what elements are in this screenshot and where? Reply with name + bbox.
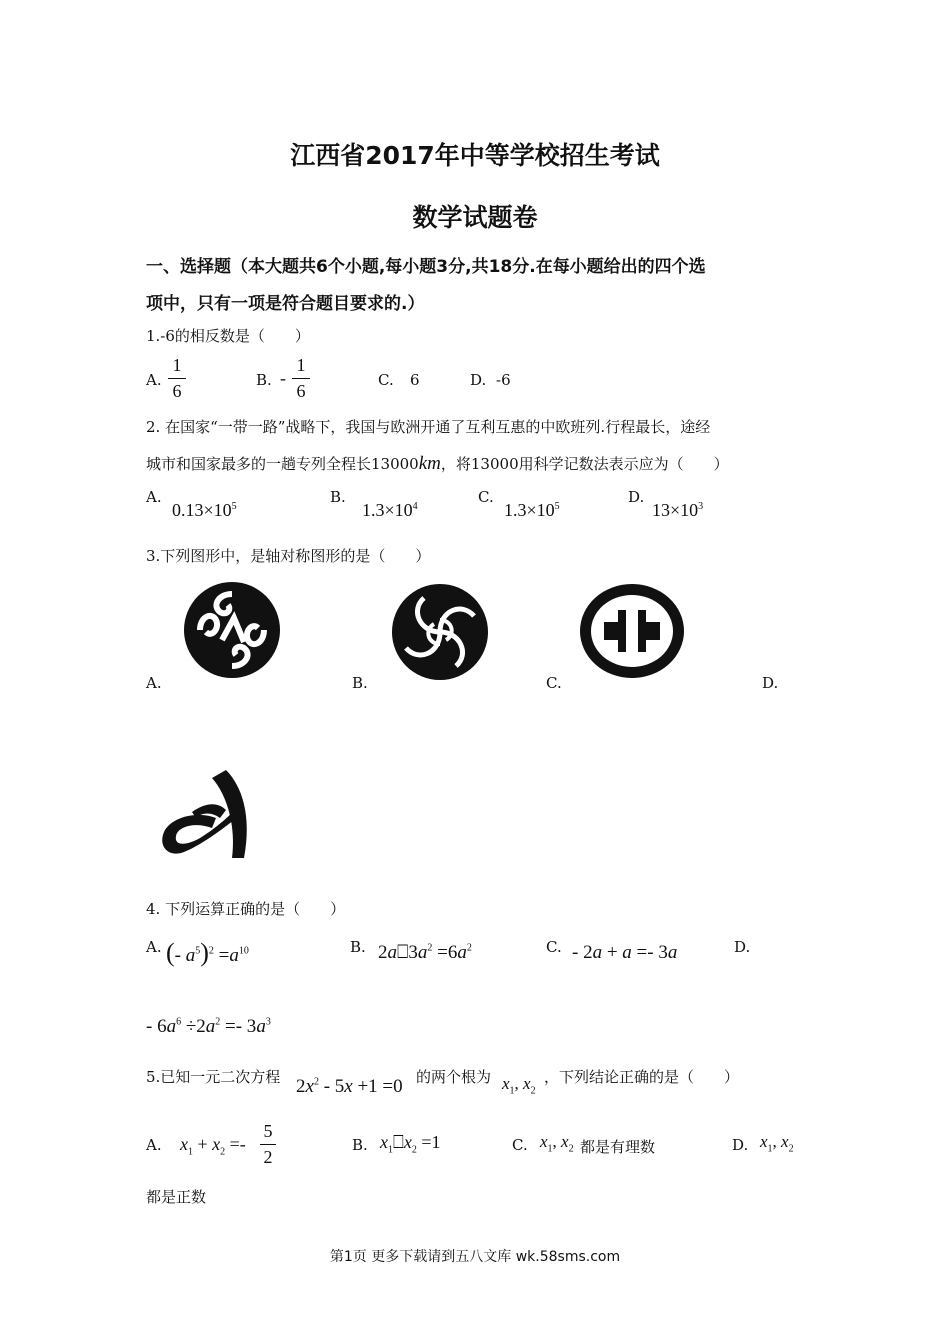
- q4-option-b-expr: $2a⎕3a^2 =6a^2$: [378, 942, 472, 963]
- section-heading-line1: 一、选择题（本大题共6个小题,每小题3分,共18分.在每小题给出的四个选: [146, 257, 706, 277]
- q4-option-b-label: B.: [350, 938, 366, 956]
- page-footer: 第1页 更多下载请到五八文库 wk.58sms.com: [329, 1249, 621, 1265]
- q5-a-denominator: 2: [263, 1147, 273, 1167]
- section-heading-line2: 项中，只有一项是符合题目要求的.）: [146, 294, 425, 314]
- q3-option-c-label: C.: [546, 674, 562, 692]
- q2-b-base: 1.3×10: [362, 500, 413, 520]
- q5-a-numerator: 5: [263, 1121, 273, 1141]
- q2-option-a-label: A.: [146, 488, 162, 506]
- q2-option-b-label: B.: [330, 488, 346, 506]
- q4-option-d-label: D.: [734, 938, 751, 956]
- q1-option-c-value: 6: [410, 371, 420, 389]
- q2-b-exponent: 4: [412, 501, 418, 512]
- q2-stem-line2: [146, 453, 729, 475]
- fraction-bar: [260, 1144, 276, 1145]
- q5-option-c-text: 都是有理数: [580, 1138, 656, 1156]
- q2-unit: km: [418, 453, 441, 474]
- exam-title: 江西省2017年中等学校招生考试: [290, 141, 660, 170]
- q4-option-a-expr: (- $a^5)^2 =a^{10}$: [166, 938, 249, 967]
- fraction-bar: [168, 378, 186, 379]
- q5-option-d-roots: $x_1$, $x_2$: [760, 1132, 794, 1155]
- q2-option-d-label: D.: [628, 488, 645, 506]
- q4-stem: 4. 下列运算正确的是（ ）: [146, 900, 346, 918]
- fraction-bar: [292, 378, 310, 379]
- q4-option-a-label: A.: [146, 938, 162, 956]
- q5-option-b-expr: $x_1⎕x_2 =1$: [380, 1132, 441, 1156]
- q2-c-base: 1.3×10: [504, 500, 555, 520]
- q5-stem-a: 5.已知一元二次方程: [146, 1068, 281, 1086]
- q1-a-numerator: 1: [172, 355, 182, 375]
- q1-option-d-label: D.: [470, 371, 487, 389]
- q1-option-a-fraction: [168, 355, 186, 402]
- q3-stem: 3.下列图形中，是轴对称图形的是（ ）: [146, 547, 431, 565]
- q2-option-d-expr: [652, 500, 703, 521]
- q1-option-b-fraction: [292, 355, 310, 402]
- q1-option-c-label: C.: [378, 371, 394, 389]
- q5-option-a-label: A.: [146, 1136, 162, 1154]
- q1-stem: 1.-6的相反数是（ ）: [146, 327, 310, 345]
- q5-option-a-fraction: [260, 1121, 276, 1168]
- q1-option-d-value: -6: [496, 371, 511, 389]
- q2-c-exponent: 5: [554, 501, 560, 512]
- q2-d-exponent: 3: [698, 501, 704, 512]
- q5-stem-b: 的两个根为: [416, 1068, 492, 1086]
- q5-equation: $2x^2 - 5x +1 =0$: [296, 1076, 403, 1097]
- figure-a-emblem-icon: [182, 580, 282, 680]
- q1-option-b-label: B.: [256, 371, 272, 389]
- q4-option-d-expr: - $6a^6 \div 2a^2 =- 3a^3$: [146, 1016, 271, 1037]
- q5-roots: $x_1$, $x_2$: [502, 1074, 536, 1097]
- q2-option-a-expr: [172, 500, 237, 521]
- q2-stem-line2-tail: ，将13000用科学记数法表示应为（ ）: [440, 455, 729, 473]
- q1-option-a-label: A.: [146, 371, 162, 389]
- q3-option-b-label: B.: [352, 674, 368, 692]
- figure-b-swirl-icon: [390, 580, 490, 684]
- q3-option-d-label: D.: [762, 674, 779, 692]
- figure-d-ribbon-icon: [156, 766, 256, 862]
- q1-b-denominator: 6: [296, 381, 306, 401]
- q5-option-a-expr: $x_1 + x_2$ =-: [180, 1134, 246, 1158]
- q2-option-c-label: C.: [478, 488, 494, 506]
- q5-option-b-label: B.: [352, 1136, 368, 1154]
- q5-option-c-label: C.: [512, 1136, 528, 1154]
- q2-d-base: 13×10: [652, 500, 699, 520]
- q1-option-b-sign: -: [280, 368, 286, 388]
- q4-option-c-label: C.: [546, 938, 562, 956]
- q2-stem-line2-text: 城市和国家最多的一趟专列全程长13000: [146, 455, 419, 473]
- q2-option-b-expr: [362, 500, 418, 521]
- q5-stem-c: ，下列结论正确的是（ ）: [544, 1068, 740, 1086]
- q5-option-c-roots: $x_1$, $x_2$: [540, 1132, 574, 1155]
- q5-option-d-label: D.: [732, 1136, 749, 1154]
- q3-option-a-label: A.: [146, 674, 162, 692]
- q1-b-numerator: 1: [296, 355, 306, 375]
- q2-stem-line1: 2. 在国家“一带一路”战略下，我国与欧洲开通了互利互惠的中欧班列.行程最长，途经: [146, 418, 711, 436]
- exam-subtitle: 数学试题卷: [412, 203, 538, 232]
- figure-c-ring-icon: [578, 582, 686, 680]
- q5-option-d-text: 都是正数: [146, 1188, 207, 1206]
- q1-a-denominator: 6: [172, 381, 182, 401]
- q2-a-base: 0.13×10: [172, 500, 232, 520]
- q2-a-exponent: 5: [231, 501, 237, 512]
- q2-option-c-expr: [504, 500, 560, 521]
- q4-option-c-expr: - 2a + a =- 3a: [572, 942, 678, 963]
